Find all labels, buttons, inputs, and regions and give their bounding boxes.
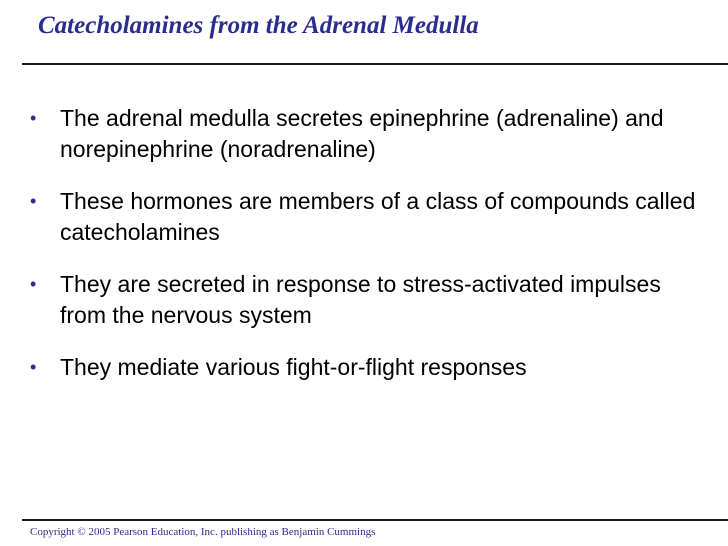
footer-divider [22,519,728,521]
bullet-icon: • [30,108,37,128]
bullet-list [30,103,700,404]
title-divider [22,63,728,65]
bullet-item [30,352,700,383]
bullet-text: The adrenal medulla secretes epinephrine (adrenaline) and norepinephrine (noradrenaline) [60,105,664,162]
bullet-item [30,269,700,331]
bullet-text: They mediate various fight-or-flight responses [60,354,527,380]
bullet-icon: • [30,274,37,294]
bullet-text: They are secreted in response to stress-activated impulses from the nervous system [60,271,661,328]
bullet-item [30,103,700,165]
slide-title: Catecholamines from the Adrenal Medulla [38,12,479,39]
bullet-icon: • [30,357,37,377]
bullet-text: These hormones are members of a class of compounds called catecholamines [60,188,696,245]
bullet-icon: • [30,191,37,211]
bullet-item [30,186,700,248]
copyright-notice: Copyright © 2005 Pearson Education, Inc. publishing as Benjamin Cummings [30,526,376,538]
